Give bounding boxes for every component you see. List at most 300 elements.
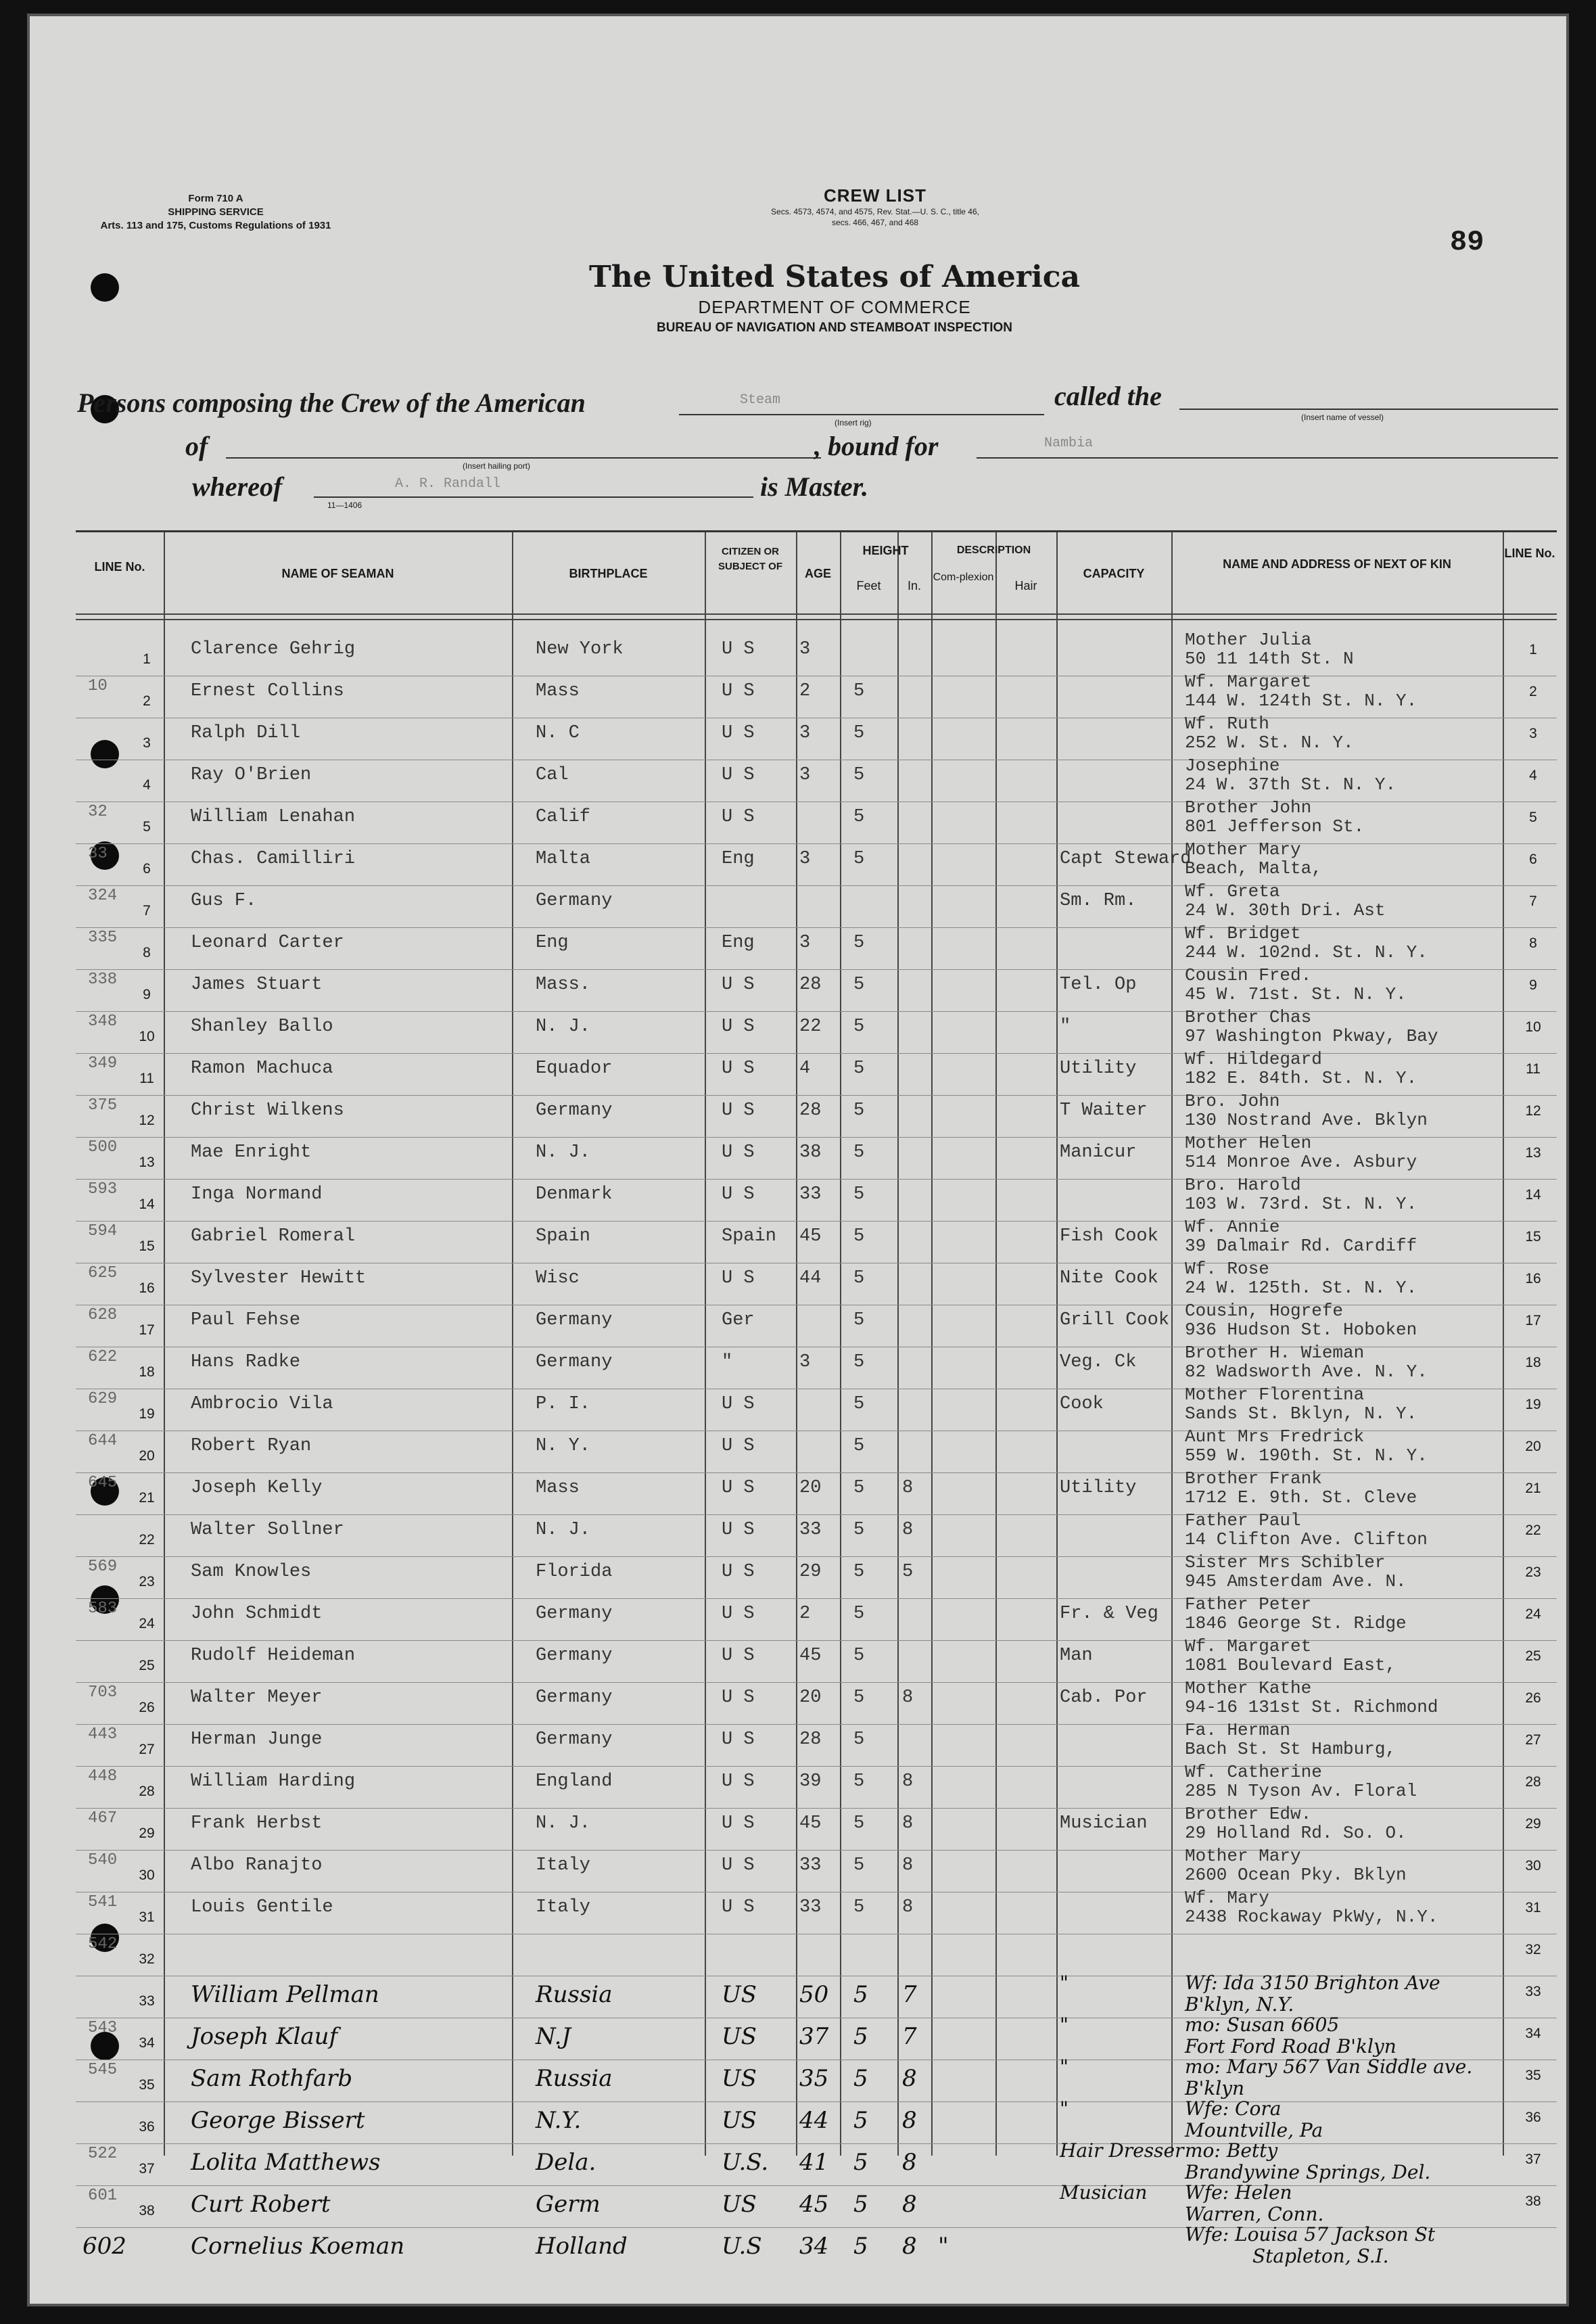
line-number-right: 8 <box>1529 935 1537 951</box>
height-feet: 5 <box>853 1184 865 1205</box>
kin-name: Wf. Catherine <box>1185 1762 1322 1782</box>
kin-name: Mother Mary <box>1185 839 1301 860</box>
col-citizen: CITIZEN OR SUBJECT OF <box>718 546 782 572</box>
kin-name: mo: Mary 567 Van Siddle ave. <box>1185 2055 1473 2078</box>
seaman-name: Gus F. <box>191 891 257 911</box>
line-number-right: 5 <box>1529 810 1537 825</box>
form-service: SHIPPING SERVICE <box>168 206 264 218</box>
age: 28 <box>799 1729 822 1750</box>
height-feet: 5 <box>853 1520 865 1540</box>
kin-address: Sands St. Bklyn, N. Y. <box>1185 1403 1417 1424</box>
col-feet: Feet <box>856 579 881 592</box>
capacity: Fish Cook <box>1060 1226 1158 1247</box>
seaman-name: Christ Wilkens <box>191 1100 344 1121</box>
crew-row <box>76 1510 1557 1557</box>
citizenship: U S <box>722 807 755 827</box>
birthplace: Germany <box>536 1688 613 1708</box>
birthplace: Malta <box>536 849 591 869</box>
height-inches: 8 <box>902 2191 917 2218</box>
height-feet: 5 <box>853 2149 868 2176</box>
citizenship: U S <box>722 1478 755 1498</box>
col-capacity: CAPACITY <box>1083 567 1145 580</box>
seaman-name: Albo Ranajto <box>191 1855 323 1876</box>
citizenship: Ger <box>722 1310 755 1330</box>
vessel-blank <box>1179 409 1558 410</box>
crew-row <box>76 1091 1557 1138</box>
kin-address: 285 N Tyson Av. Floral <box>1185 1781 1417 1801</box>
seaman-name: Mae Enright <box>191 1142 312 1163</box>
seaman-name: Ray O'Brien <box>191 765 312 785</box>
line-number: 2 <box>143 693 151 709</box>
seaman-number: 593 <box>88 1180 118 1199</box>
birthplace: Holland <box>536 2233 628 2260</box>
line-number-right: 27 <box>1525 1732 1541 1748</box>
line-number: 1 <box>143 651 151 667</box>
line-number: 4 <box>143 777 151 793</box>
crew-row <box>76 1678 1557 1725</box>
kin-name: Cousin, Hogrefe <box>1185 1301 1344 1321</box>
kin-name: Wf. Annie <box>1185 1217 1280 1237</box>
height-inches: 8 <box>902 1813 914 1834</box>
height-feet: 5 <box>853 1646 865 1666</box>
height-inches: 8 <box>902 1897 914 1918</box>
birthplace: Denmark <box>536 1184 613 1205</box>
capacity: " <box>1060 1017 1071 1037</box>
citizenship: US <box>722 2107 757 2134</box>
kin-address: 1081 Boulevard East, <box>1185 1655 1396 1675</box>
seaman-number: 543 <box>88 2019 118 2037</box>
line-number: 32 <box>139 1951 155 1967</box>
header-rule <box>76 613 1557 615</box>
seaman-name: Inga Normand <box>191 1184 323 1205</box>
capacity: Grill Cook <box>1060 1310 1170 1330</box>
height-feet: 5 <box>853 1310 865 1330</box>
kin-address: Brandywine Springs, Del. <box>1185 2161 1431 2183</box>
kin-name: Father Peter <box>1185 1594 1312 1614</box>
capacity: Veg. Ck <box>1060 1352 1137 1372</box>
seaman-name: George Bissert <box>191 2107 365 2134</box>
birthplace: Germany <box>536 1646 613 1666</box>
birthplace: Germ <box>536 2191 601 2218</box>
seaman-name: Ramon Machuca <box>191 1059 333 1079</box>
seaman-name: Joseph Klauf <box>191 2023 338 2050</box>
birthplace: N. J. <box>536 1813 591 1834</box>
height-feet: 5 <box>853 1981 868 2008</box>
master-value: A. R. Randall <box>395 476 501 492</box>
birthplace: Cal <box>536 765 569 785</box>
line-number-right: 28 <box>1525 1774 1541 1790</box>
birthplace: New York <box>536 639 624 659</box>
line-number-right: 20 <box>1525 1439 1541 1454</box>
kin-name: Brother Frank <box>1185 1468 1322 1489</box>
crew-row <box>76 1972 1557 2018</box>
citizenship: U S <box>722 1100 755 1121</box>
line-number: 25 <box>139 1658 155 1673</box>
crew-row <box>76 630 1557 676</box>
line-number-right: 37 <box>1525 2152 1541 2167</box>
kin-address: 936 Hudson St. Hoboken <box>1185 1320 1417 1340</box>
crew-row <box>76 1804 1557 1851</box>
seaman-name: Sylvester Hewitt <box>191 1268 367 1288</box>
height-feet: 5 <box>853 1813 865 1834</box>
age: 2 <box>799 681 811 701</box>
birthplace: Dela. <box>536 2149 596 2176</box>
line-number-right: 16 <box>1525 1271 1541 1286</box>
kin-address: 24 W. 30th Dri. Ast <box>1185 900 1386 921</box>
kin-name: Wf. Greta <box>1185 881 1280 902</box>
citizenship: Eng <box>722 933 755 953</box>
height-feet: 5 <box>853 2107 868 2134</box>
line-number: 20 <box>139 1448 155 1464</box>
citizenship: U S <box>722 1646 755 1666</box>
age: 45 <box>799 1646 822 1666</box>
header-rule <box>76 619 1557 620</box>
seaman-name: James Stuart <box>191 975 323 995</box>
capacity: Musician <box>1060 1813 1148 1834</box>
fill-called-the: called the <box>1054 381 1162 411</box>
seaman-number: 375 <box>88 1096 118 1115</box>
crew-row <box>76 1636 1557 1683</box>
citizenship: US <box>722 2191 757 2218</box>
seaman-name: William Pellman <box>191 1981 379 2008</box>
height-inches: 8 <box>902 2065 917 2092</box>
citizenship: U S <box>722 639 755 659</box>
capacity: " <box>938 2233 949 2260</box>
kin-name: Wf. Hildegard <box>1185 1049 1322 1069</box>
citizenship: U S <box>722 1562 755 1582</box>
kin-name: Wfe: Helen <box>1185 2181 1292 2204</box>
fill-whereof: whereof <box>192 471 283 502</box>
seaman-name: Frank Herbst <box>191 1813 323 1834</box>
age: 20 <box>799 1478 822 1498</box>
height-feet: 5 <box>853 1268 865 1288</box>
line-number: 16 <box>139 1280 155 1296</box>
kin-name: Brother Chas <box>1185 1007 1312 1027</box>
seaman-name: William Lenahan <box>191 807 356 827</box>
seaman-number: 644 <box>88 1432 118 1450</box>
kin-address: 29 Holland Rd. So. O. <box>1185 1823 1407 1843</box>
birthplace: Eng <box>536 933 569 953</box>
birthplace: Germany <box>536 1729 613 1750</box>
crew-row <box>76 2014 1557 2060</box>
kin-address: 24 W. 125th. St. N. Y. <box>1185 1278 1417 1298</box>
age: 38 <box>799 1142 822 1163</box>
birthplace: Germany <box>536 1352 613 1372</box>
kin-name: Father Paul <box>1185 1510 1301 1531</box>
kin-address: 82 Wadsworth Ave. N. Y. <box>1185 1362 1428 1382</box>
kin-name: Wf. Rose <box>1185 1259 1269 1279</box>
citizenship: U.S. <box>722 2149 769 2176</box>
seaman-number: 467 <box>88 1809 118 1828</box>
kin-name: Mother Helen <box>1185 1133 1312 1153</box>
crew-row <box>76 1217 1557 1263</box>
kin-name: Fa. Herman <box>1185 1720 1291 1740</box>
age: 28 <box>799 1100 822 1121</box>
line-number-right: 35 <box>1525 2068 1541 2083</box>
crew-row <box>76 965 1557 1012</box>
crew-row <box>76 714 1557 760</box>
citizenship: U S <box>722 765 755 785</box>
birthplace: Russia <box>536 2065 613 2092</box>
citizenship: U S <box>722 1184 755 1205</box>
line-number: 8 <box>143 945 151 960</box>
height-feet: 5 <box>853 1059 865 1079</box>
crew-row <box>76 1552 1557 1599</box>
height-feet: 5 <box>853 1478 865 1498</box>
seaman-number: 335 <box>88 929 118 947</box>
kin-address: 2600 Ocean Pky. Bklyn <box>1185 1865 1407 1885</box>
kin-name: mo: Betty <box>1185 2139 1278 2162</box>
birthplace: Germany <box>536 1100 613 1121</box>
seaman-number: 542 <box>88 1935 118 1953</box>
seaman-name: Clarence Gehrig <box>191 639 356 659</box>
height-feet: 5 <box>853 1729 865 1750</box>
crew-row <box>76 1594 1557 1641</box>
line-number: 11 <box>139 1071 154 1086</box>
kin-name: Wf: Ida 3150 Brighton Ave <box>1185 1972 1440 1994</box>
age: 34 <box>799 2233 829 2260</box>
age: 29 <box>799 1562 822 1582</box>
seaman-number: 540 <box>88 1851 118 1869</box>
citizenship: U S <box>722 1394 755 1414</box>
col-height: HEIGHT <box>862 544 909 557</box>
line-number: 28 <box>139 1784 155 1799</box>
birthplace: N. C <box>536 723 580 743</box>
height-feet: 5 <box>853 2233 868 2260</box>
form-identifier <box>67 192 365 233</box>
line-number: 7 <box>143 903 151 919</box>
height-feet: 5 <box>853 1604 865 1624</box>
document-page <box>27 14 1569 2306</box>
heading-bureau: BUREAU OF NAVIGATION AND STEAMBOAT INSPECTION <box>656 321 1013 335</box>
line-number-right: 21 <box>1525 1481 1541 1496</box>
rig-blank <box>679 414 1044 415</box>
height-feet: 5 <box>853 807 865 827</box>
citizenship: U S <box>722 723 755 743</box>
seaman-number: 349 <box>88 1054 118 1073</box>
height-feet: 5 <box>853 2191 868 2218</box>
height-feet: 5 <box>853 765 865 785</box>
line-number: 26 <box>139 1700 155 1715</box>
kin-address: Mountville, Pa <box>1185 2119 1323 2141</box>
crew-row <box>76 881 1557 928</box>
capacity: Tel. Op <box>1060 975 1137 995</box>
birthplace: Germany <box>536 1310 613 1330</box>
kin-name: Sister Mrs Schibler <box>1185 1552 1386 1573</box>
age: 3 <box>799 639 811 659</box>
kin-address: Bach St. St Hamburg, <box>1185 1739 1396 1759</box>
seaman-name: Herman Junge <box>191 1729 323 1750</box>
seaman-number: 448 <box>88 1767 118 1786</box>
seaman-name: Lolita Matthews <box>191 2149 381 2176</box>
line-number: 13 <box>139 1155 155 1170</box>
capacity: Manicur <box>1060 1142 1137 1163</box>
bound-blank <box>977 457 1558 459</box>
rig-value: Steam <box>740 392 781 408</box>
line-number: 5 <box>143 819 151 835</box>
fill-of: of <box>185 431 208 461</box>
line-number-right: 36 <box>1525 2110 1541 2125</box>
citizenship: U S <box>722 1855 755 1876</box>
form-number: Form 710 A <box>188 193 243 204</box>
birthplace: Wisc <box>536 1268 580 1288</box>
kin-address: 945 Amsterdam Ave. N. <box>1185 1571 1407 1591</box>
line-number: 33 <box>139 1993 155 2009</box>
height-feet: 5 <box>853 1771 865 1792</box>
seaman-name: Sam Rothfarb <box>191 2065 353 2092</box>
age: 35 <box>799 2065 829 2092</box>
crew-row <box>76 756 1557 802</box>
col-age: AGE <box>804 567 831 580</box>
height-inches: 8 <box>902 2149 917 2176</box>
line-number-right: 14 <box>1525 1187 1541 1203</box>
port-blank <box>226 457 821 459</box>
height-feet: 5 <box>853 1394 865 1414</box>
seaman-number: 348 <box>88 1013 118 1031</box>
capacity: Cook <box>1060 1394 1104 1414</box>
line-number: 35 <box>139 2077 155 2093</box>
crew-row <box>76 1385 1557 1431</box>
seaman-name: Joseph Kelly <box>191 1478 323 1498</box>
line-number-right: 18 <box>1525 1355 1541 1370</box>
age: 3 <box>799 933 811 953</box>
age: 3 <box>799 1352 811 1372</box>
seaman-name: Walter Meyer <box>191 1688 323 1708</box>
kin-address: 244 W. 102nd. St. N. Y. <box>1185 942 1428 962</box>
kin-name: Bro. John <box>1185 1091 1280 1111</box>
line-number-right: 30 <box>1525 1858 1541 1874</box>
birthplace: Russia <box>536 1981 613 2008</box>
line-number-right: 2 <box>1529 684 1537 699</box>
insert-port-note: (Insert hailing port) <box>463 461 531 471</box>
kin-name: Wfe: Cora <box>1185 2097 1282 2120</box>
birthplace: Spain <box>536 1226 591 1247</box>
line-number: 15 <box>139 1238 155 1254</box>
kin-name: Mother Kathe <box>1185 1678 1312 1698</box>
age: 41 <box>799 2149 829 2176</box>
age: 33 <box>799 1520 822 1540</box>
citizenship: US <box>722 2023 757 2050</box>
line-number: 19 <box>139 1406 155 1422</box>
citizenship: US <box>722 1981 757 2008</box>
kin-name: Wf. Mary <box>1185 1888 1269 1908</box>
citizenship: U S <box>722 1604 755 1624</box>
line-number: 38 <box>139 2203 155 2218</box>
line-number-right: 19 <box>1525 1397 1541 1412</box>
kin-name: Cousin Fred. <box>1185 965 1312 985</box>
height-feet: 5 <box>853 2065 868 2092</box>
citizenship: U S <box>722 1813 755 1834</box>
seaman-number: 10 <box>88 677 108 695</box>
line-number-right: 26 <box>1525 1690 1541 1706</box>
kin-address: 252 W. St. N. Y. <box>1185 733 1354 753</box>
line-number: 37 <box>139 2161 155 2177</box>
crew-row <box>76 797 1557 844</box>
kin-address: 97 Washington Pkway, Bay <box>1185 1026 1438 1046</box>
seaman-name: Curt Robert <box>191 2191 331 2218</box>
capacity: Capt Steward <box>1060 849 1192 869</box>
crew-row <box>76 1720 1557 1767</box>
crew-row <box>76 2055 1557 2102</box>
age: 3 <box>799 765 811 785</box>
line-number: 36 <box>139 2119 155 2135</box>
seaman-number: 703 <box>88 1683 118 1702</box>
seaman-number: 601 <box>88 2187 118 2205</box>
kin-address: B'klyn <box>1185 2077 1245 2099</box>
line-number: 18 <box>139 1364 155 1380</box>
seaman-name: John Schmidt <box>191 1604 323 1624</box>
crew-row <box>76 1007 1557 1054</box>
birthplace: Italy <box>536 1897 591 1918</box>
line-number-right: 3 <box>1529 726 1537 741</box>
birthplace: N. J. <box>536 1017 591 1037</box>
seaman-number: 324 <box>88 887 118 905</box>
page-number: 89 <box>1450 226 1484 258</box>
col-line-no-right: LINE No. <box>1504 547 1555 560</box>
fill-line-persons: Persons composing the Crew of the American <box>77 388 586 418</box>
capacity: Utility <box>1060 1478 1137 1498</box>
citizenship: U S <box>722 1771 755 1792</box>
seaman-number: 645 <box>88 1474 118 1492</box>
kin-address: Warren, Conn. <box>1185 2203 1324 2225</box>
fill-is-master: is Master. <box>760 471 869 502</box>
col-kin: NAME AND ADDRESS OF NEXT OF KIN <box>1223 557 1451 571</box>
capacity: T Waiter <box>1060 1100 1148 1121</box>
crew-row <box>76 1259 1557 1305</box>
seaman-name: Leonard Carter <box>191 933 344 953</box>
kin-address: Beach, Malta, <box>1185 858 1322 879</box>
kin-address: 14 Clifton Ave. Clifton <box>1185 1529 1428 1550</box>
age: 44 <box>799 1268 822 1288</box>
seaman-name: Louis Gentile <box>191 1897 333 1918</box>
line-number-right: 12 <box>1525 1103 1541 1119</box>
kin-address: 2438 Rockaway PkWy, N.Y. <box>1185 1907 1438 1927</box>
kin-address: 1712 E. 9th. St. Cleve <box>1185 1487 1417 1508</box>
kin-name: mo: Susan 6605 <box>1185 2014 1340 2036</box>
height-feet: 5 <box>853 1688 865 1708</box>
kin-name: Brother Edw. <box>1185 1804 1312 1824</box>
line-number: 24 <box>139 1616 155 1631</box>
seaman-name: Cornelius Koeman <box>191 2233 405 2260</box>
birthplace: Florida <box>536 1562 613 1582</box>
col-in: In. <box>907 579 921 592</box>
kin-name: Wf. Margaret <box>1185 1636 1312 1656</box>
birthplace: N. J. <box>536 1142 591 1163</box>
kin-address: 182 E. 84th. St. N. Y. <box>1185 1068 1417 1088</box>
col-description: DESCRIPTION <box>956 544 1031 556</box>
capacity: " <box>1060 1972 1069 1994</box>
kin-name: Wfe: Louisa 57 Jackson St <box>1185 2223 1436 2246</box>
crew-row <box>76 1426 1557 1473</box>
kin-name: Mother Florentina <box>1185 1385 1365 1405</box>
capacity: Man <box>1060 1646 1093 1666</box>
height-inches: 7 <box>902 1981 917 2008</box>
seaman-number: 522 <box>88 2145 118 2163</box>
citizenship: U S <box>722 1017 755 1037</box>
height-feet: 5 <box>853 1226 865 1247</box>
height-inches: 8 <box>902 1771 914 1792</box>
height-inches: 8 <box>902 1855 914 1876</box>
age: 3 <box>799 849 811 869</box>
birthplace: N.J <box>536 2023 571 2050</box>
age: 2 <box>799 1604 811 1624</box>
birthplace: England <box>536 1771 613 1792</box>
height-feet: 5 <box>853 933 865 953</box>
bound-value: Nambia <box>1044 436 1094 451</box>
height-feet: 5 <box>853 1855 865 1876</box>
crew-row <box>76 839 1557 886</box>
citizenship: U S <box>722 1688 755 1708</box>
